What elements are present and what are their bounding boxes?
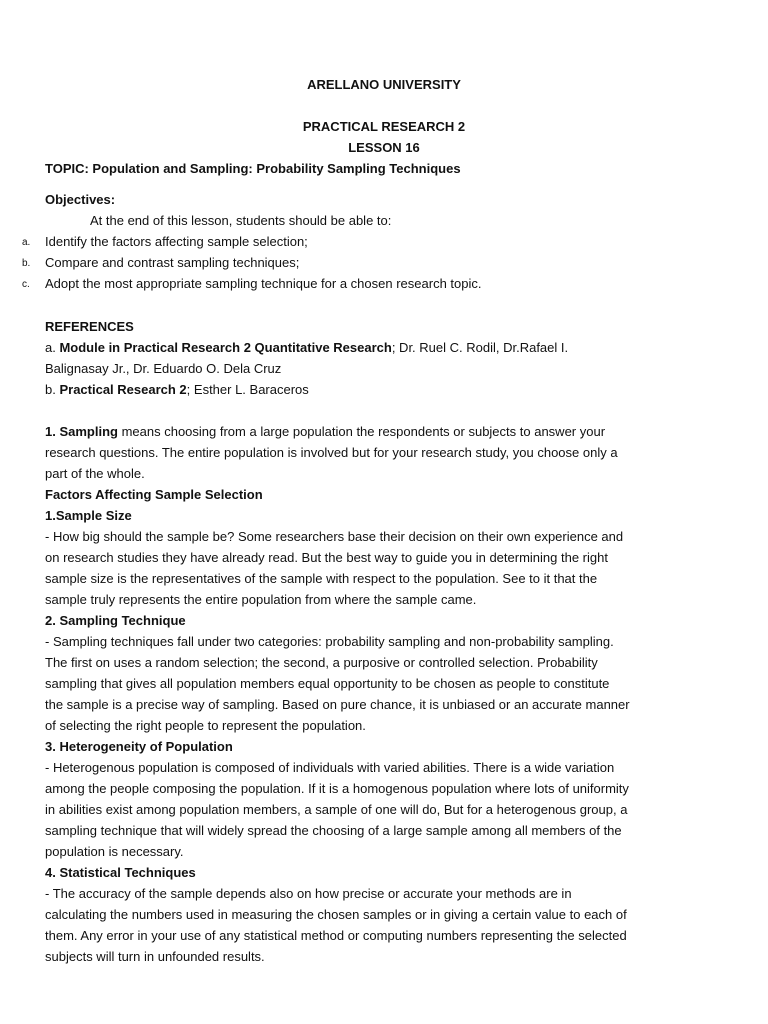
paragraph-line: - How big should the sample be? Some researchers base their decision on their own experience and	[45, 529, 624, 544]
objective-item: Compare and contrast sampling techniques;	[45, 255, 300, 270]
paragraph-line: them. Any error in your use of any statistical method or computing numbers representing the selected	[45, 928, 627, 943]
reference-b-prefix: b.	[45, 382, 60, 397]
section-heading: 2. Sampling Technique	[45, 613, 186, 628]
paragraph-line: sampling that gives all population members equal opportunity to be chosen as people to constitute	[45, 676, 610, 691]
paragraph-line: of selecting the right people to represent the population.	[45, 718, 366, 733]
paragraph-line: - The accuracy of the sample depends also on how precise or accurate your methods are in	[45, 886, 572, 901]
section-heading: 4. Statistical Techniques	[45, 865, 196, 880]
paragraph-line: in abilities exist among population members, a sample of one will do, But for a heterogenous group, a	[45, 802, 628, 817]
paragraph-line: subjects will turn in unfounded results.	[45, 949, 265, 964]
sampling-term: 1. Sampling	[45, 424, 118, 439]
paragraph-line: part of the whole.	[45, 466, 145, 481]
reference-a-authors: ; Dr. Ruel C. Rodil, Dr.Rafael I.	[391, 340, 569, 355]
paragraph-line: population is necessary.	[45, 844, 184, 859]
paragraph-line: among the people composing the population. If it is a homogenous population where lots of uniformity	[45, 781, 629, 796]
course-title: PRACTICAL RESEARCH 2	[302, 119, 466, 134]
lesson-title: LESSON 16	[348, 140, 420, 155]
reference-a	[45, 340, 568, 356]
reference-b-author: ; Esther L. Baraceros	[186, 382, 309, 397]
references-heading: REFERENCES	[45, 319, 134, 334]
factors-heading: Factors Affecting Sample Selection	[45, 487, 263, 502]
section-heading: 3. Heterogeneity of Population	[45, 739, 233, 754]
paragraph-line: sampling technique that will widely spread the choosing of a large sample among all members of the	[45, 823, 622, 838]
reference-a-title: Module in Practical Research 2 Quantitative Research	[59, 340, 392, 355]
reference-b-title: Practical Research 2	[59, 382, 187, 397]
paragraph-line: calculating the numbers used in measuring the chosen samples or in giving a certain value to each of	[45, 907, 627, 922]
university-title: ARELLANO UNIVERSITY	[307, 77, 461, 92]
paragraph-line: The first on uses a random selection; the second, a purposive or controlled selection. Probability	[45, 655, 598, 670]
objective-marker: c.	[22, 279, 30, 290]
reference-b	[45, 382, 309, 398]
section-heading: 1.Sample Size	[45, 508, 132, 523]
objectives-heading: Objectives:	[45, 192, 116, 207]
objective-marker: a.	[22, 237, 31, 248]
topic-line: TOPIC: Population and Sampling: Probability Sampling Techniques	[45, 161, 461, 176]
paragraph-line: - Sampling techniques fall under two categories: probability sampling and non-probability sampling.	[45, 634, 614, 649]
reference-a-prefix: a.	[45, 340, 60, 355]
objective-item: Identify the factors affecting sample selection;	[45, 234, 308, 249]
objective-item: Adopt the most appropriate sampling technique for a chosen research topic.	[45, 276, 482, 291]
objectives-intro: At the end of this lesson, students should be able to:	[90, 213, 392, 228]
paragraph-line: sample truly represents the entire population from where the sample came.	[45, 592, 477, 607]
paragraph-line: - Heterogenous population is composed of individuals with varied abilities. There is a wide variation	[45, 760, 615, 775]
paragraph-line: research questions. The entire population is involved but for your research study, you choose only a	[45, 445, 618, 460]
paragraph-line: on research studies they have already read. But the best way to guide you in determining the right	[45, 550, 608, 565]
paragraph-line: sample size is the representatives of the sample with respect to the population. See to it that the	[45, 571, 598, 586]
sampling-definition	[45, 424, 605, 440]
paragraph-line: the sample is a precise way of sampling. Based on pure chance, it is unbiased or an accurate manner	[45, 697, 630, 712]
objective-marker: b.	[22, 258, 31, 269]
sampling-definition-text: means choosing from a large population the respondents or subjects to answer your	[117, 424, 606, 439]
reference-a-continued: Balignasay Jr., Dr. Eduardo O. Dela Cruz	[45, 361, 282, 376]
